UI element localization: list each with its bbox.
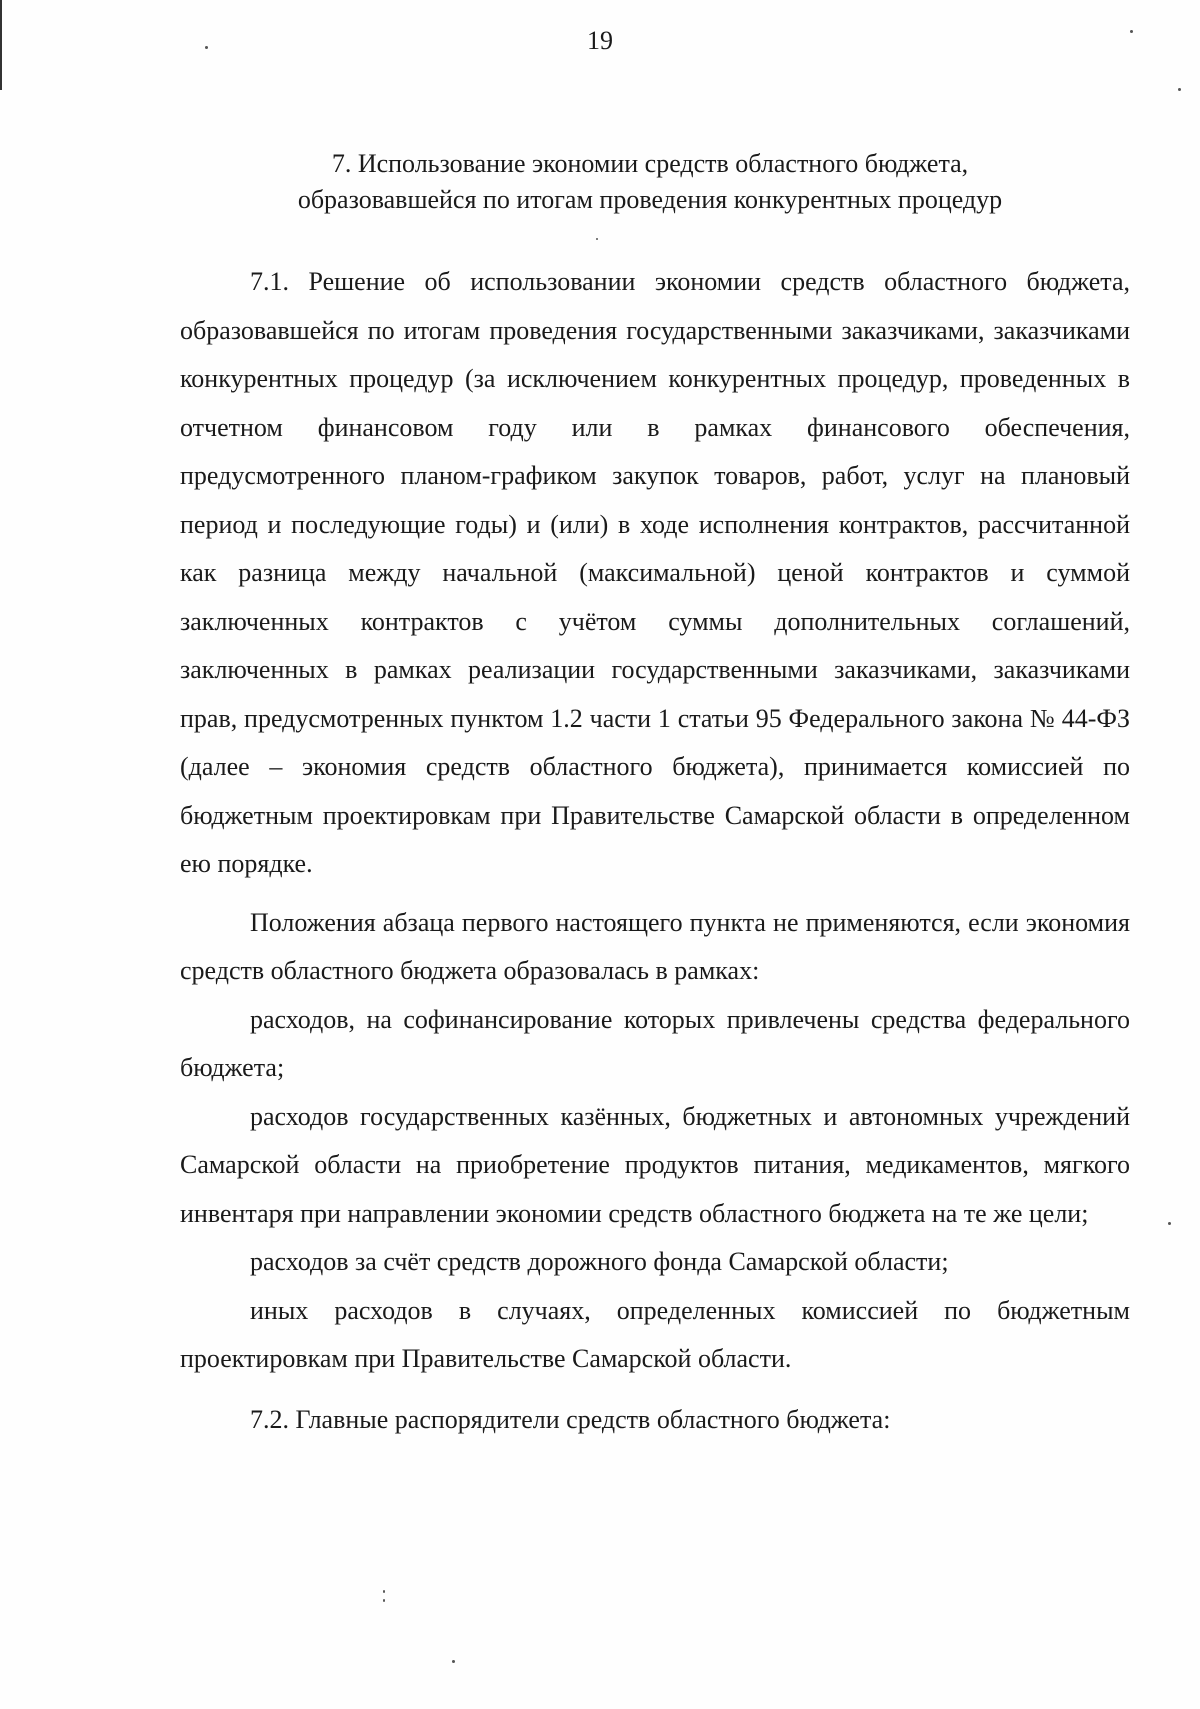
section-title <box>170 146 1130 218</box>
paragraph-exceptions-intro: Положения абзаца первого настоящего пункта не применяются, если экономия средств областного бюджета образовалась в рамках: <box>180 907 1130 985</box>
scan-speck <box>452 1660 455 1663</box>
section-title-line-2: образовавшейся по итогам проведения конкурентных процедур <box>297 185 1003 214</box>
page-number: 19 <box>587 26 613 55</box>
paragraph-exception-road-fund: расходов за счёт средств дорожного фонда Самарской области; <box>250 1247 949 1276</box>
paragraph-exception-federal: расходов, на софинансирование которых привлечены средства федерального бюджета; <box>180 1004 1130 1082</box>
paragraph-exception-institutions: расходов государственных казённых, бюджетных и автономных учреждений Самарской области на приобретение продуктов питания, медикаментов, мягкого инвентаря при направлении экономии средств областного бюджета на те же цели; <box>180 1101 1130 1228</box>
paragraph-exception-other: иных расходов в случаях, определенных комиссией по бюджетным проектировкам при Правительстве Самарской области. <box>180 1295 1130 1373</box>
scan-speck <box>1130 30 1133 33</box>
scan-speck <box>205 46 208 49</box>
scan-speck <box>383 1590 385 1593</box>
scan-speck <box>383 1599 385 1602</box>
scan-speck <box>1178 88 1181 91</box>
paragraph-7-1: 7.1. Решение об использовании экономии средств областного бюджета, образовавшейся по итогам проведения государственными заказчиками, заказчиками конкурентных процедур (за исключением конкурентных процедур, проведенных в отчетном финансовом году или в рамках финансового обеспечения, предусмотренного планом-графиком закупок товаров, работ, услуг на плановый период и последующие годы) и (или) в ходе исполнения контрактов, рассчитанной как разница между начальной (максимальной) ценой контрактов и суммой заключенных контрактов с учётом суммы дополнительных соглашений, заключенных в рамках реализации государственными заказчиками, заказчиками прав, предусмотренных пунктом 1.2 части 1 статьи 95 Федерального закона № 44-ФЗ (далее – экономия средств областного бюджета), принимается комиссией по бюджетным проектировкам при Правительстве Самарской области в определенном ею порядке. <box>180 267 1130 878</box>
scan-speck <box>596 238 598 240</box>
paragraph-7-2: 7.2. Главные распорядители средств областного бюджета: <box>250 1404 891 1434</box>
document-body <box>180 258 1130 1444</box>
section-title-line-1: 7. Использование экономии средств областного бюджета, <box>331 149 969 178</box>
scan-speck <box>1168 1222 1171 1225</box>
